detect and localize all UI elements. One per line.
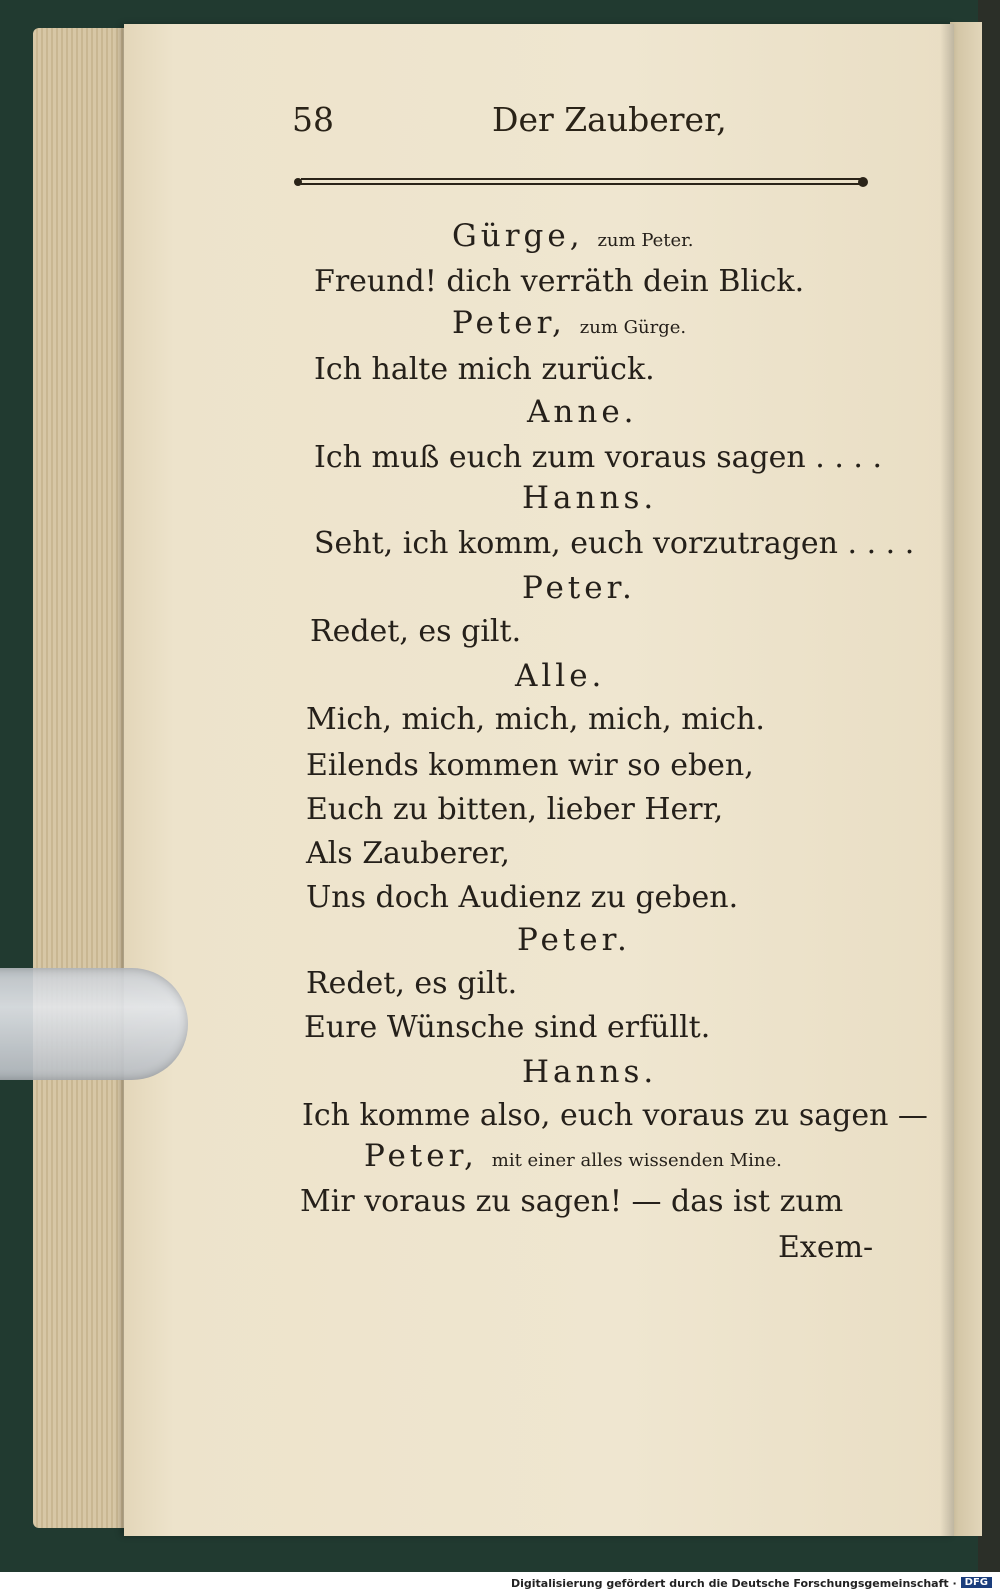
speaker-name: Peter. (522, 570, 636, 606)
verse-line: Euch zu bitten, lieber Herr, (306, 792, 724, 827)
verse-line: Als Zauberer, (306, 836, 510, 871)
verse-line: Mich, mich, mich, mich, mich. (306, 702, 765, 737)
verse-line: Mir voraus zu sagen! — das ist zum (300, 1184, 844, 1219)
credit-text: Digitalisierung gefördert durch die Deutsche Forschungsgemeinschaft · (510, 1577, 957, 1590)
running-title: Der Zauberer, (492, 100, 727, 139)
speaker-name: Alle. (515, 658, 606, 694)
dfg-logo: DFG (961, 1577, 992, 1588)
speaker-name: Hanns. (522, 1054, 658, 1090)
speaker-line (452, 218, 694, 254)
verse-line: Uns doch Audienz zu geben. (306, 880, 739, 915)
facing-page-edge (950, 22, 982, 1536)
verse-line: Eure Wünsche sind erfüllt. (304, 1010, 711, 1045)
digitization-credit (0, 1572, 1000, 1594)
verse-line: Freund! dich verräth dein Blick. (314, 264, 805, 299)
header-rule (293, 176, 869, 188)
speaker-name: Gürge, (452, 218, 584, 254)
speaker-line (364, 1138, 782, 1174)
verse-line: Eilends kommen wir so eben, (306, 748, 754, 783)
verse-line: Ich komme also, euch voraus zu sagen — (302, 1098, 928, 1133)
thumb-holding-page (0, 968, 188, 1080)
verse-line: Seht, ich komm, euch vorzutragen . . . . (314, 526, 915, 561)
speaker-name: Hanns. (522, 480, 658, 516)
stage-direction: zum Peter. (597, 230, 694, 251)
catchword: Exem- (778, 1230, 874, 1265)
stage-direction: zum Gürge. (579, 317, 687, 338)
stage-direction: mit einer alles wissenden Mine. (491, 1150, 782, 1171)
speaker-name: Anne. (527, 394, 638, 430)
verse-line: Redet, es gilt. (306, 966, 518, 1001)
speaker-name: Peter, (452, 305, 566, 341)
verse-line: Redet, es gilt. (310, 614, 522, 649)
verse-line: Ich muß euch zum voraus sagen . . . . (314, 440, 883, 475)
speaker-line (452, 305, 686, 341)
page-number: 58 (292, 100, 334, 139)
speaker-name: Peter, (364, 1138, 478, 1174)
speaker-name: Peter. (517, 922, 631, 958)
page-gutter-shadow (940, 24, 954, 1536)
verse-line: Ich halte mich zurück. (314, 352, 655, 387)
